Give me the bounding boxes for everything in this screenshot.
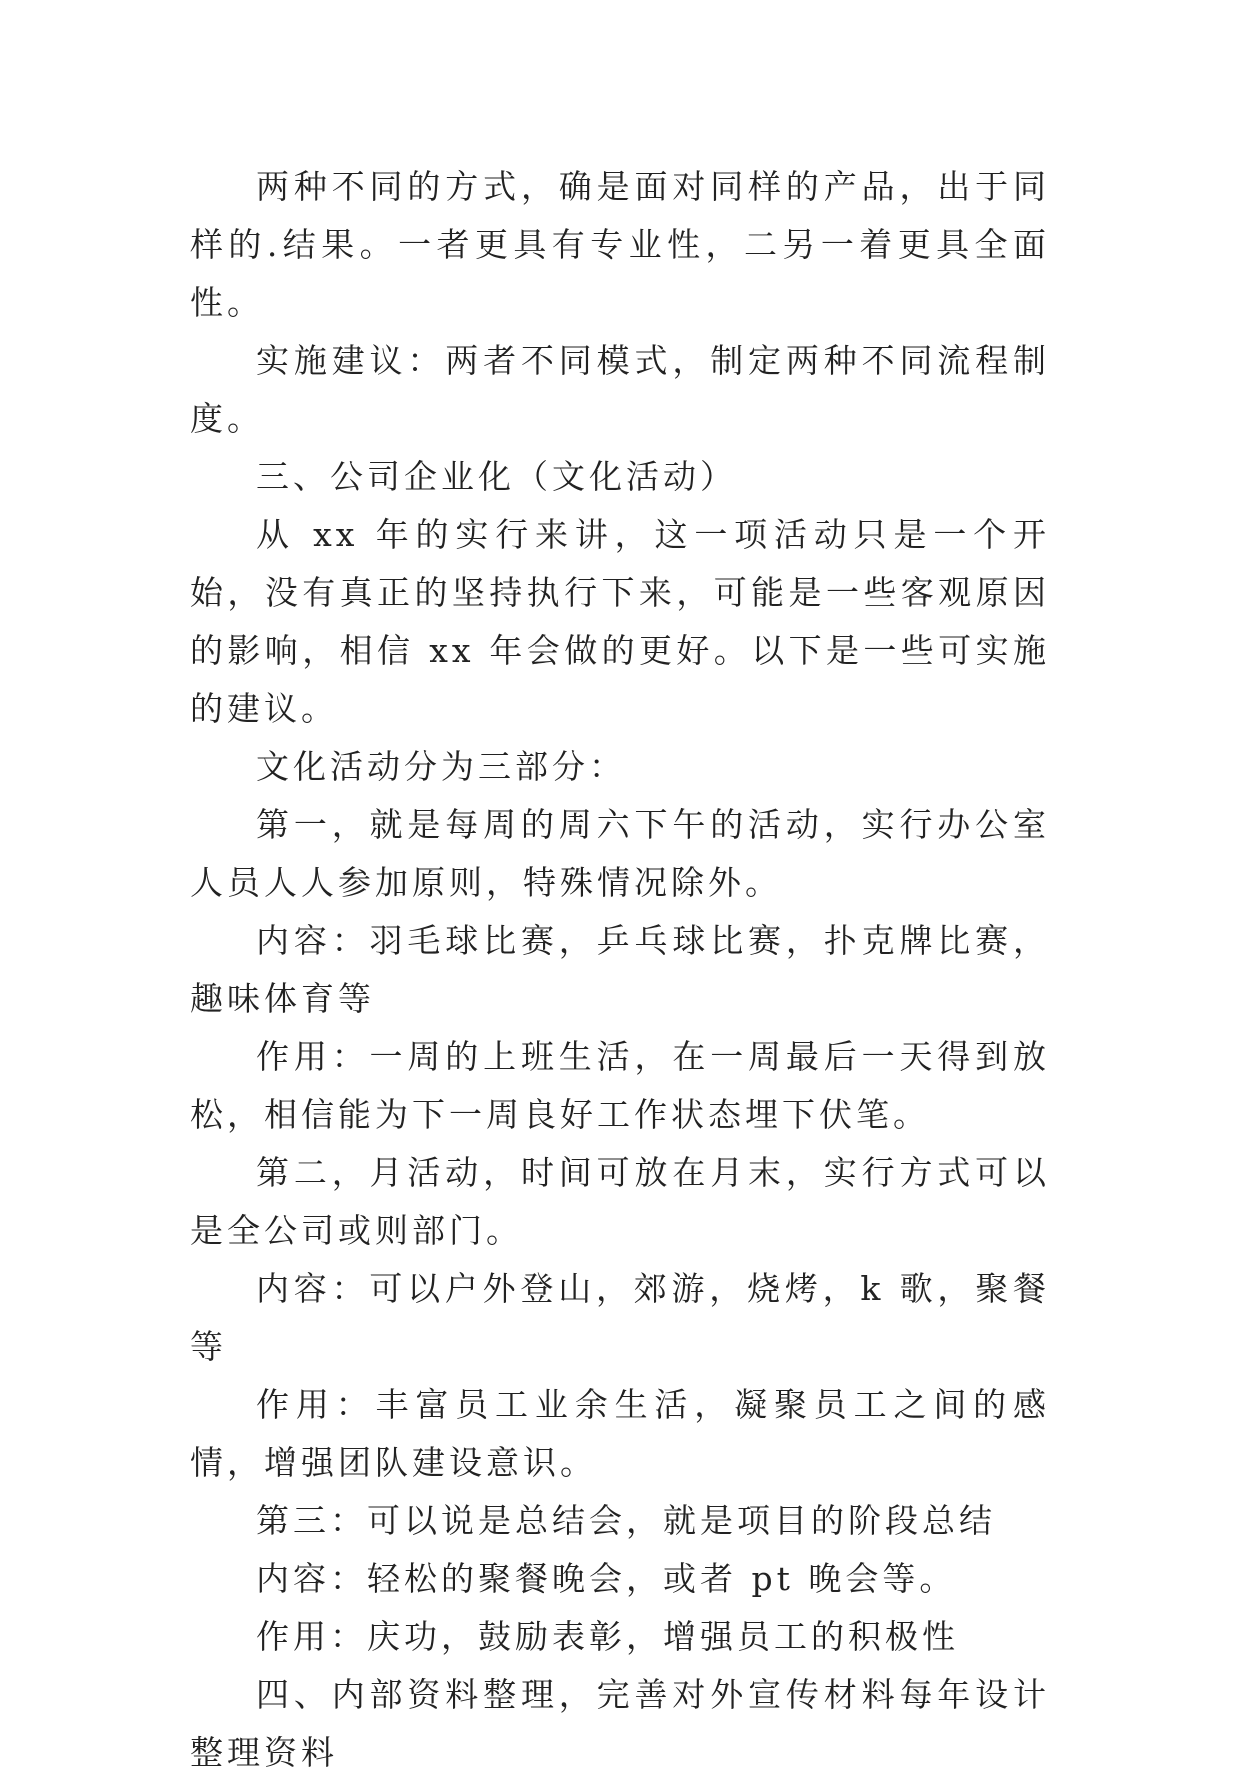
paragraph: 作用：一周的上班生活，在一周最后一天得到放松，相信能为下一周良好工作状态埋下伏笔。 [190,1037,1050,1134]
paragraph: 作用：丰富员工业余生活，凝聚员工之间的感情，增强团队建设意识。 [190,1385,1050,1482]
section-heading: 三、公司企业化（文化活动） [256,457,737,496]
document-body [190,158,1050,1782]
paragraph: 第三：可以说是总结会，就是项目的阶段总结 [256,1501,996,1540]
paragraph: 内容：可以户外登山，郊游，烧烤，k 歌，聚餐等 [190,1269,1050,1366]
section-heading: 四、内部资料整理，完善对外宣传材料每年设计整理资料 [190,1675,1050,1772]
paragraph: 内容：羽毛球比赛，乒乓球比赛，扑克牌比赛，趣味体育等 [190,921,1050,1018]
paragraph: 作用：庆功，鼓励表彰，增强员工的积极性 [256,1617,959,1656]
paragraph: 文化活动分为三部分： [256,747,626,786]
paragraph: 内容：轻松的聚餐晚会，或者 pt 晚会等。 [256,1559,957,1598]
paragraph: 两种不同的方式，确是面对同样的产品，出于同样的.结果。一者更具有专业性，二另一着更具全面性。 [190,167,1050,322]
paragraph: 第二，月活动，时间可放在月末，实行方式可以是全公司或则部门。 [190,1153,1050,1250]
paragraph: 第一，就是每周的周六下午的活动，实行办公室人员人人参加原则，特殊情况除外。 [190,805,1050,902]
paragraph: 实施建议：两者不同模式，制定两种不同流程制度。 [190,341,1050,438]
paragraph: 从 xx 年的实行来讲，这一项活动只是一个开始，没有真正的坚持执行下来，可能是一些客观原因的影响，相信 xx 年会做的更好。以下是一些可实施的建议。 [190,515,1050,728]
